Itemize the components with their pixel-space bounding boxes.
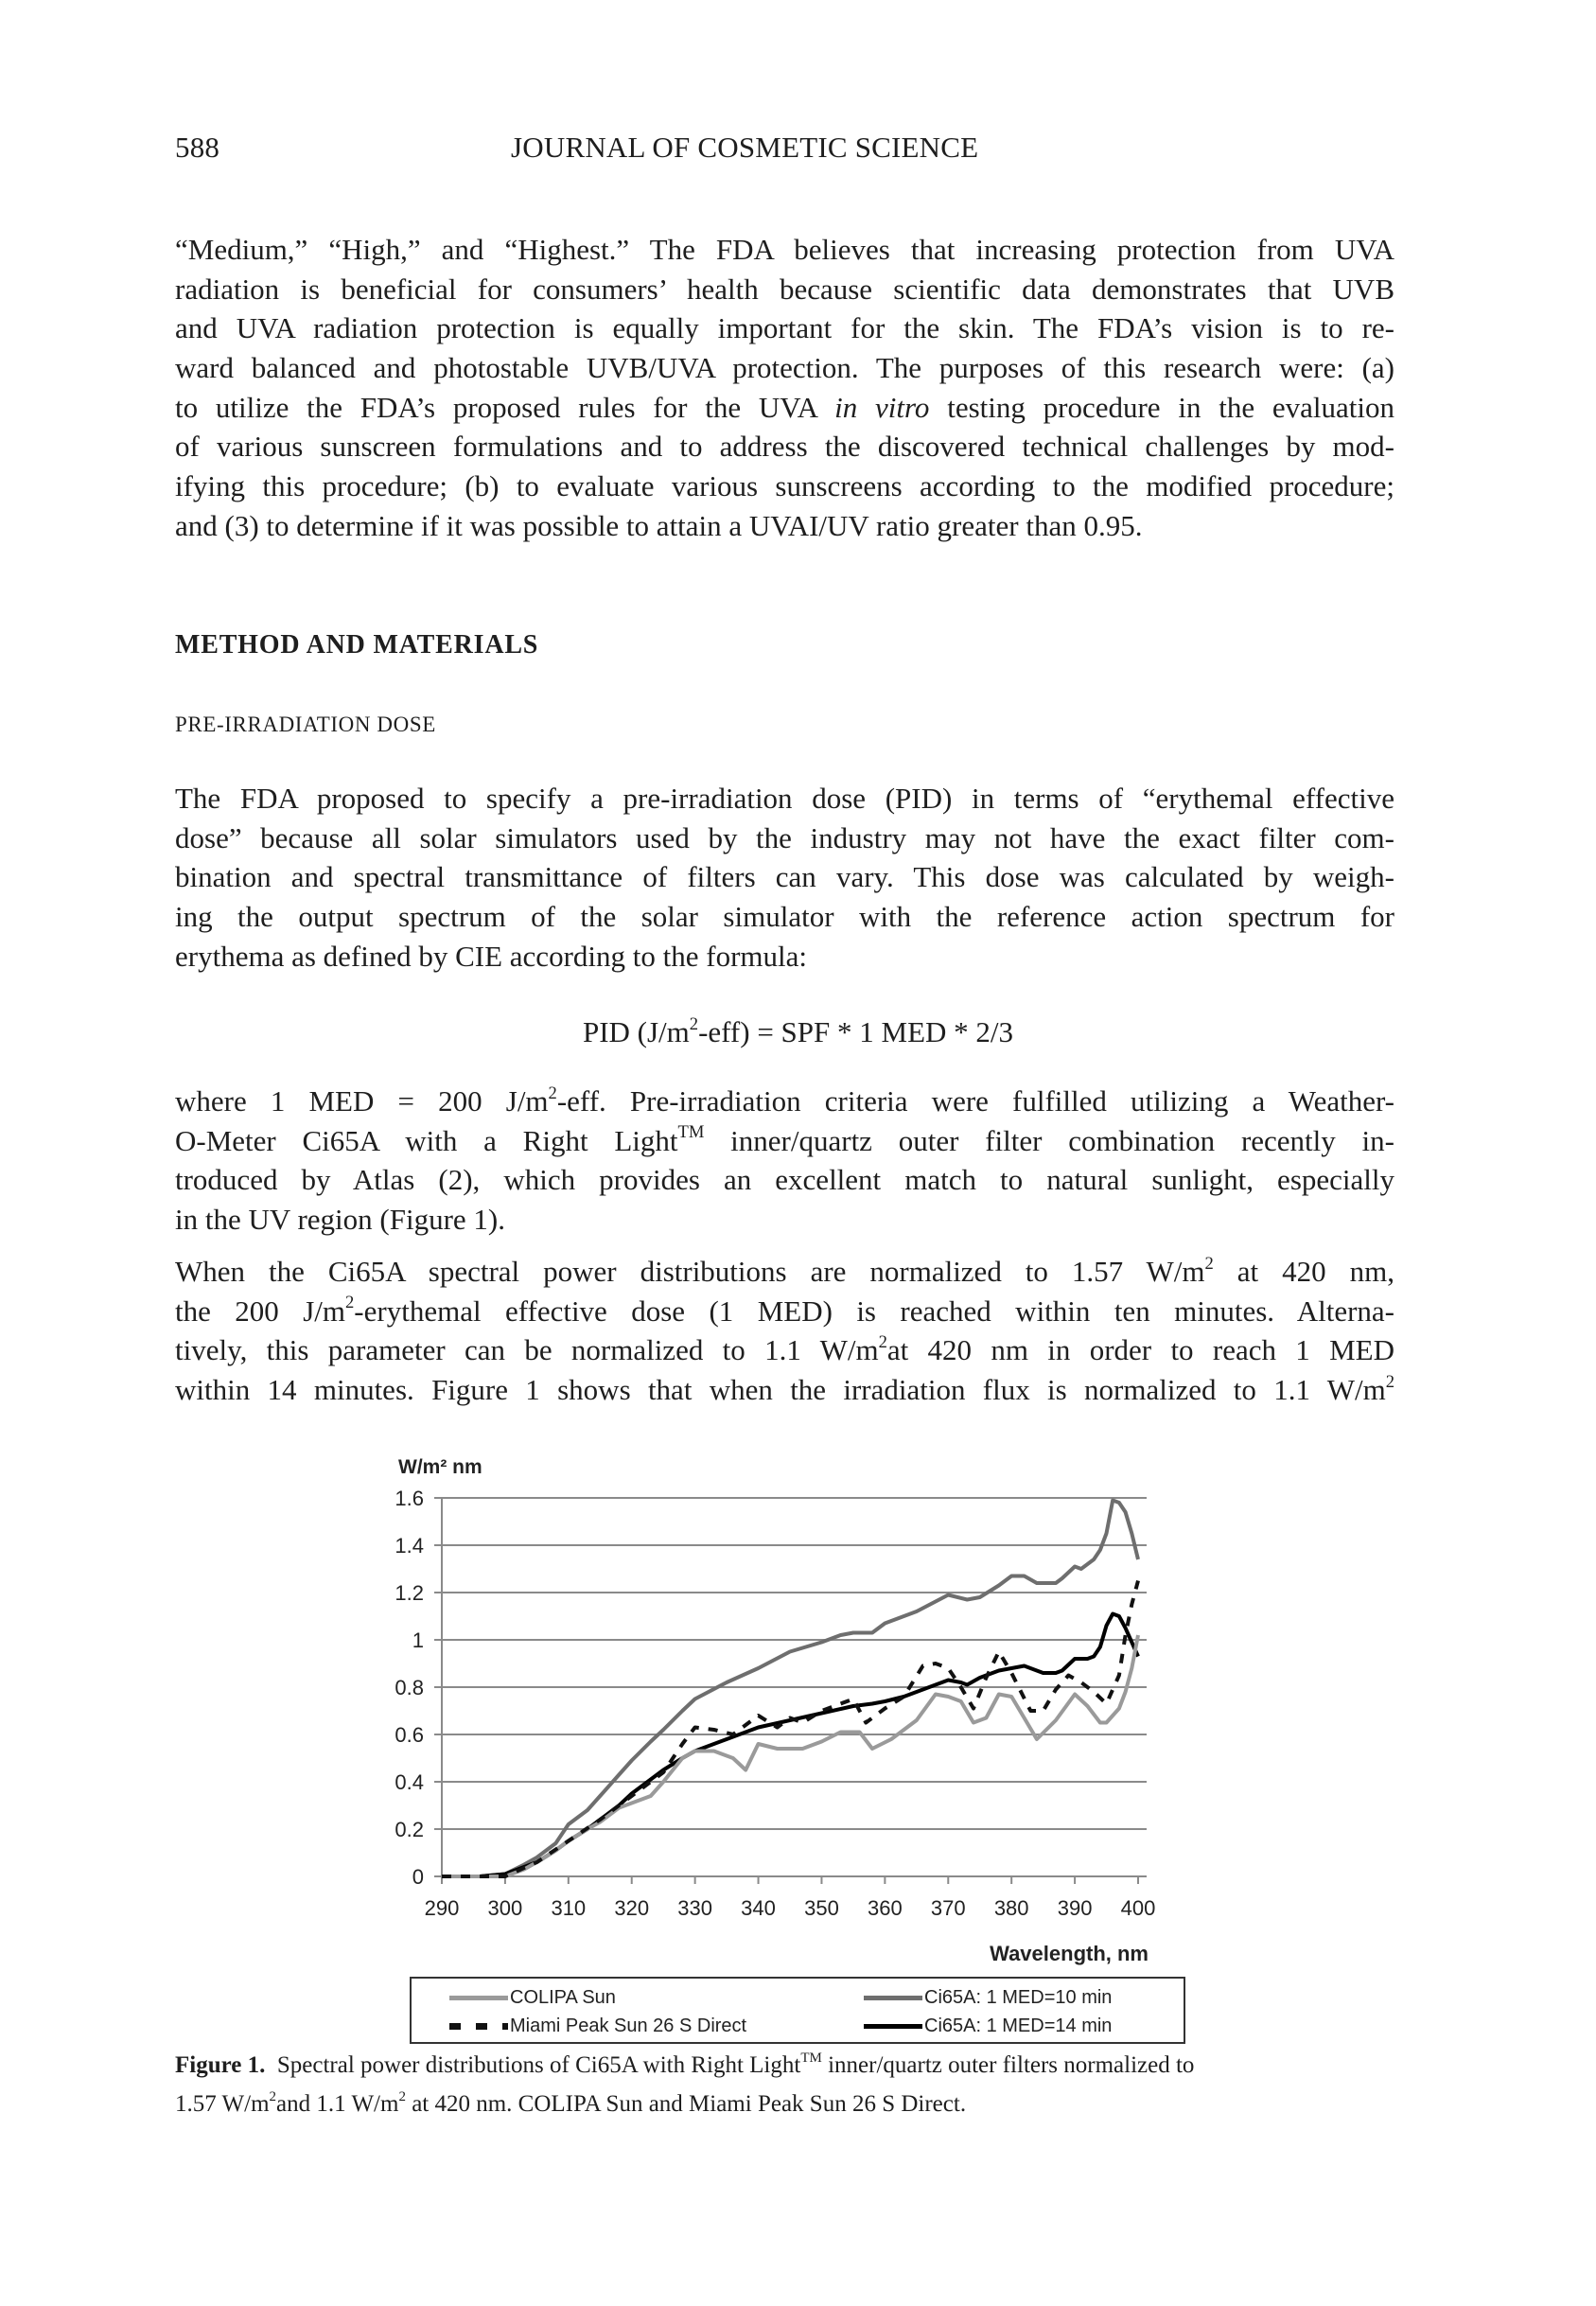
text-run: -eff. Pre-irradiation criteria were fulfilled utilizing a Weather-: [556, 1084, 1395, 1118]
x-tick-label: 300: [487, 1896, 523, 1920]
x-tick-label: 360: [868, 1896, 903, 1920]
text-line: ing the output spectrum of the solar simulator with the reference action spectrum for: [175, 900, 1394, 934]
text-run: -erythemal effective dose (1 MED) is reached within ten minutes. Alterna-: [354, 1294, 1394, 1328]
superscript: 2: [1204, 1253, 1214, 1274]
legend-swatch-dashed: [449, 2023, 508, 2030]
text-run: tively, this parameter can be normalized to 1.1 W/m: [175, 1333, 879, 1367]
y-tick-label: 0.6: [395, 1723, 424, 1747]
text-line: “Medium,” “High,” and “Highest.” The FDA believes that increasing protection from UVA: [175, 233, 1394, 266]
x-tick-label: 400: [1120, 1896, 1156, 1920]
text-line: dose” because all solar simulators used by the industry may not have the exact filter com-: [175, 820, 1394, 854]
text-line: in the UV region (Figure 1).: [175, 1203, 505, 1237]
formula-text: -eff) = SPF * 1 MED * 2/3: [698, 1015, 1014, 1048]
pid-paragraph: [175, 779, 1394, 976]
x-tick-label: 330: [677, 1896, 712, 1920]
text-run: at 420 nm,: [1213, 1255, 1394, 1288]
text-line: [175, 1370, 1394, 1410]
series-line: [442, 1635, 1138, 1876]
subsection-heading: PRE-IRRADIATION DOSE: [175, 713, 436, 736]
y-tick-label: 0.4: [395, 1770, 424, 1794]
text-line: [175, 1330, 1394, 1370]
text-run: When the Ci65A spectral power distributions are normalized to 1.57 W/m: [175, 1255, 1205, 1288]
y-tick-label: 0.2: [395, 1818, 424, 1841]
text-line: [175, 1121, 1394, 1161]
legend-item-ci65a-10min: [864, 1984, 1112, 2011]
normalize-paragraph: [175, 1252, 1394, 1410]
formula-text: PID (J/m: [582, 1015, 690, 1048]
superscript: 2: [398, 2088, 406, 2104]
legend-swatch-solid-gray: [449, 1996, 508, 2000]
text-line: and (3) to determine if it was possible to attain a UVAI/UV ratio greater than 0.95.: [175, 508, 1143, 542]
text-run: where 1 MED = 200 J/m: [175, 1084, 549, 1118]
x-tick-label: 290: [424, 1896, 460, 1920]
text-line: The FDA proposed to specify a pre-irradiation dose (PID) in terms of “erythemal effective: [175, 782, 1394, 815]
y-tick-label: 0.8: [395, 1676, 424, 1699]
text-line: bination and spectral transmittance of filters can vary. This dose was calculated by weigh-: [175, 860, 1394, 894]
superscript: 2: [548, 1083, 557, 1103]
legend-item-colipa: [449, 1984, 616, 2011]
y-tick-label: 1.4: [395, 1534, 424, 1558]
x-tick-label: 340: [741, 1896, 776, 1920]
text-line: of various sunscreen formulations and to address the discovered technical challenges by mod-: [175, 430, 1394, 464]
italic-term: in vitro: [834, 390, 930, 424]
text-run: the 200 J/m: [175, 1294, 345, 1328]
text-line: [175, 1292, 1394, 1331]
journal-title: JOURNAL OF COSMETIC SCIENCE: [511, 131, 979, 164]
y-tick-label: 1.6: [395, 1487, 424, 1510]
gridlines: [434, 1498, 1147, 1884]
caption-text: at 420 nm. COLIPA Sun and Miami Peak Sun 26 S Direct.: [405, 2091, 967, 2117]
intro-paragraph: [175, 230, 1394, 546]
chart-legend: [410, 1977, 1185, 2044]
text-line: ifying this procedure; (b) to evaluate various sunscreens according to the modified procedure;: [175, 469, 1394, 503]
data-series: [442, 1501, 1138, 1877]
superscript: 2: [878, 1332, 887, 1353]
legend-swatch-solid-black: [864, 2024, 922, 2029]
text-run: inner/quartz outer filter combination recently in-: [704, 1123, 1394, 1157]
text-line: troduced by Atlas (2), which provides an excellent match to natural sunlight, especially: [175, 1163, 1394, 1197]
section-heading: METHOD AND MATERIALS: [175, 630, 539, 660]
superscript: 2: [269, 2088, 277, 2104]
legend-label: Ci65A: 1 MED=14 min: [924, 2015, 1113, 2036]
y-tick-labels: [395, 1487, 424, 1889]
legend-item-miami: [449, 2013, 746, 2039]
text-run: at 420 nm in order to reach 1 MED: [886, 1333, 1394, 1367]
text-line: [175, 388, 1394, 428]
superscript: 2: [345, 1293, 355, 1313]
pid-formula: [0, 1015, 1596, 1049]
med-paragraph: [175, 1082, 1394, 1240]
x-tick-labels: [425, 1896, 1156, 1920]
caption-text: and 1.1 W/m: [276, 2091, 399, 2117]
trademark-superscript: TM: [800, 2050, 822, 2066]
superscript: 2: [689, 1013, 699, 1034]
x-tick-label: 390: [1057, 1896, 1093, 1920]
page-number: 588: [175, 131, 220, 164]
text-line: ward balanced and photostable UVB/UVA protection. The purposes of this research were: (a): [175, 351, 1394, 385]
trademark-superscript: TM: [677, 1122, 705, 1143]
x-tick-label: 310: [551, 1896, 587, 1920]
series-line: [442, 1581, 1138, 1877]
caption-text: 1.57 W/m: [175, 2091, 270, 2117]
series-line: [442, 1501, 1138, 1877]
x-tick-label: 320: [614, 1896, 650, 1920]
caption-line: [175, 2044, 1394, 2086]
series-line: [442, 1614, 1138, 1877]
caption-text: Spectral power distributions of Ci65A with Right Light: [276, 2052, 801, 2078]
text-line: radiation is beneficial for consumers’ health because scientific data demonstrates that UVB: [175, 272, 1394, 306]
text-line: [175, 1252, 1394, 1292]
legend-label: COLIPA Sun: [510, 1986, 616, 2008]
y-tick-label: 1: [412, 1628, 424, 1652]
caption-label: Figure 1.: [175, 2052, 266, 2078]
superscript: 2: [1385, 1371, 1394, 1392]
caption-text: inner/quartz outer filters normalized to: [821, 2052, 1195, 2078]
caption-line: [175, 2083, 1394, 2125]
text-run: to utilize the FDA’s proposed rules for the UVA: [175, 390, 835, 424]
text-run: O-Meter Ci65A with a Right Light: [175, 1123, 678, 1157]
legend-item-ci65a-14min: [864, 2013, 1112, 2039]
x-tick-label: 350: [804, 1896, 839, 1920]
legend-swatch-solid-darkgray: [864, 1996, 922, 2000]
y-tick-label: 1.2: [395, 1581, 424, 1605]
text-run: within 14 minutes. Figure 1 shows that when the irradiation flux is normalized to 1.1 W/m: [175, 1373, 1386, 1407]
text-line: [175, 1082, 1394, 1121]
text-line: and UVA radiation protection is equally important for the skin. The FDA’s vision is to re-: [175, 311, 1394, 345]
x-axis-label: Wavelength, nm: [990, 1942, 1149, 1965]
x-tick-label: 370: [930, 1896, 966, 1920]
legend-label: Ci65A: 1 MED=10 min: [924, 1986, 1113, 2008]
legend-label: Miami Peak Sun 26 S Direct: [510, 2015, 747, 2036]
text-run: testing procedure in the evaluation: [929, 390, 1395, 424]
x-tick-label: 380: [993, 1896, 1029, 1920]
y-axis-label: W/m² nm: [398, 1456, 482, 1478]
figure-caption: [175, 2044, 1394, 2125]
y-tick-label: 0: [412, 1865, 424, 1889]
text-line: erythema as defined by CIE according to the formula:: [175, 939, 807, 973]
